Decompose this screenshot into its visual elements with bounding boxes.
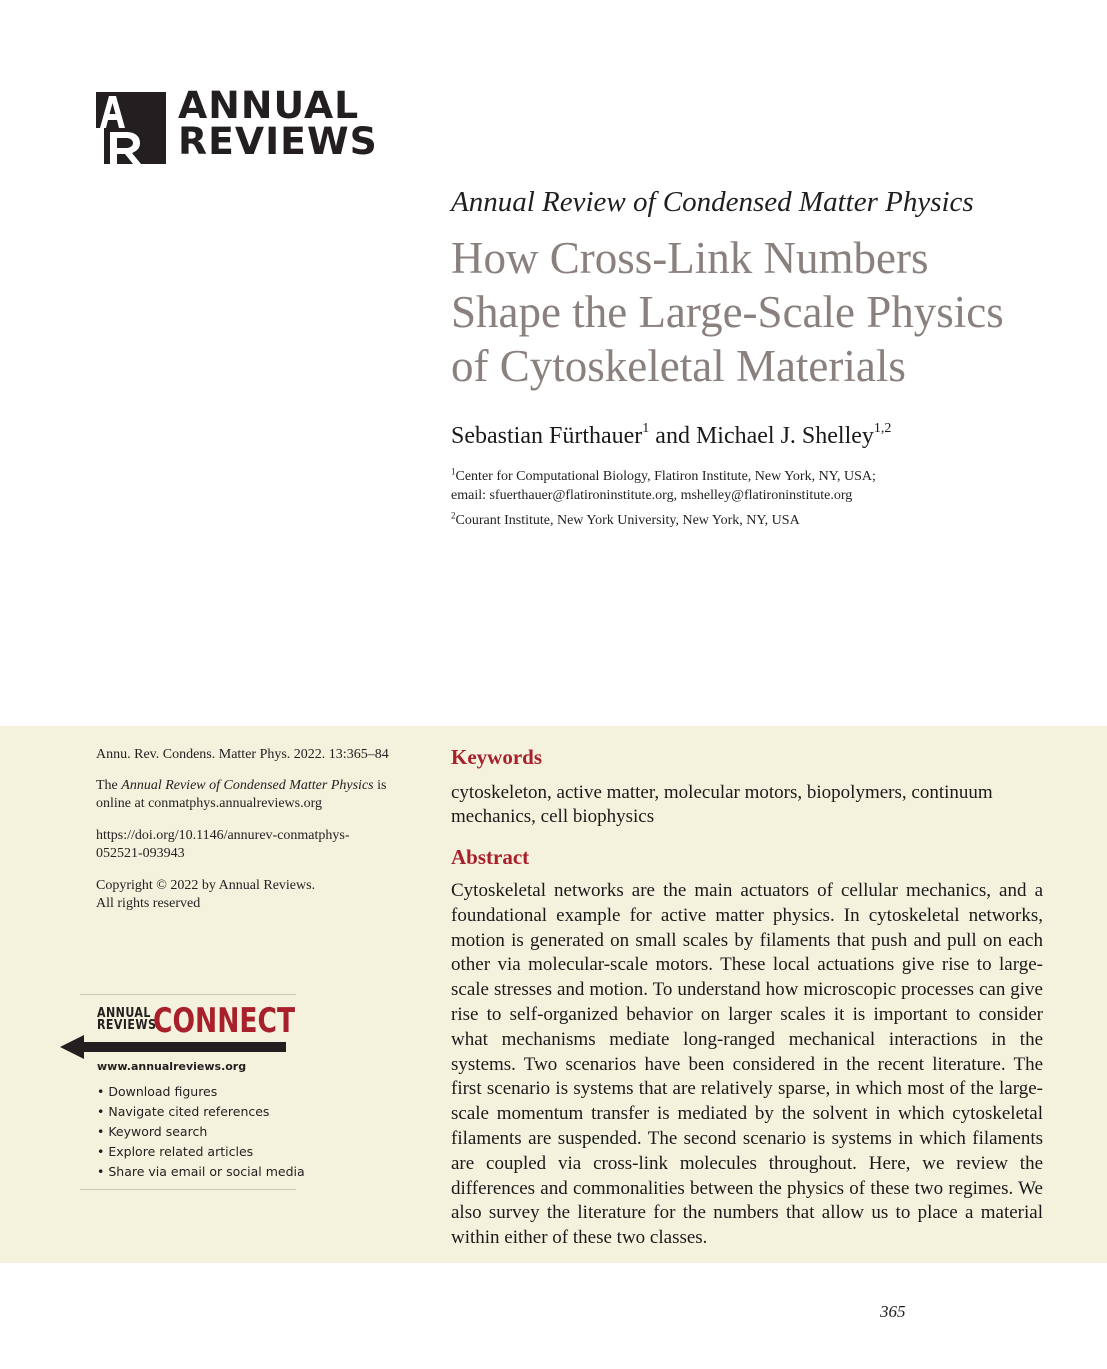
doi-line-2: 052521-093943 (96, 846, 185, 861)
connect-url[interactable]: www.annualreviews.org (97, 1060, 247, 1073)
title-line-3: of Cytoskeletal Materials (451, 341, 906, 391)
author-1-name: Sebastian Fürthauer (451, 423, 643, 449)
annual-reviews-logo (96, 84, 378, 166)
list-item: • Explore related articles (97, 1142, 305, 1162)
doi-link[interactable] (96, 827, 350, 863)
title-line-1: How Cross-Link Numbers (451, 233, 929, 283)
copyright-line-1: Copyright © 2022 by Annual Reviews. (96, 878, 316, 893)
online-url-line: online at conmatphys.annualreviews.org (96, 796, 323, 811)
connect-bottom-rule (80, 1189, 296, 1190)
affiliation-1-line-1: Center for Computational Biology, Flatiron Institute, New York, NY, USA; (455, 469, 876, 484)
title-line-2: Shape the Large-Scale Physics (451, 287, 1004, 337)
author-2-affiliation-mark: 1,2 (873, 421, 892, 436)
affiliation-1 (451, 467, 876, 505)
list-item: • Keyword search (97, 1122, 305, 1142)
annual-reviews-connect-box (60, 994, 305, 1190)
connect-top-rule (80, 994, 296, 995)
connect-title: CONNECT (153, 1001, 296, 1041)
list-item: • Share via email or social media (97, 1162, 305, 1182)
ar-logo-mark-icon (96, 92, 166, 164)
affiliation-2 (451, 511, 800, 530)
left-arrow-icon (60, 1034, 290, 1060)
online-availability (96, 777, 386, 813)
connect-small-line-1: ANNUAL (97, 1006, 151, 1021)
affiliation-1-number: 1 (451, 466, 456, 477)
author-1-affiliation-mark: 1 (642, 421, 650, 436)
abstract-text: Cytoskeletal networks are the main actuators of cellular mechanics, and a foundational example for active matter physics. In cytoskeletal networks, motion is generated on small scales by filaments that push and pull on each other via molecular-scale motors. These local actuations give rise to large-scale stresses and motion. To understand how microscopic processes can give rise to self-organized behavior on larger scales it is important to consider what mechanisms mediate long-ranged mechanical interactions in the systems. Two scenarios have been considered in the recent literature. The first scenario is systems that are relatively sparse, in which most of the large-scale momentum transfer is mediated by the solvent in which cytoskeletal filaments are suspended. The second scenario is systems in which filaments are coupled via cross-link molecules throughout. Here, we review the differences and commonalities between the physics of these two regimes. We also survey the literature for the numbers that allow us to place a material within either of these two classes. (451, 880, 1043, 1249)
affiliation-2-number: 2 (451, 510, 456, 521)
connect-small-line-2: REVIEWS (97, 1018, 157, 1033)
logo-line-1: ANNUAL (178, 84, 360, 127)
online-journal-name: Annual Review of Condensed Matter Physics (121, 778, 374, 793)
connect-small-wordmark (97, 1008, 156, 1032)
logo-line-2: REVIEWS (178, 120, 378, 163)
abstract-heading: Abstract (451, 845, 530, 869)
article-title (451, 231, 1071, 393)
citation-text: Annu. Rev. Condens. Matter Phys. 2022. 13:365–84 (96, 747, 389, 762)
online-pre: The (96, 778, 122, 793)
connect-feature-list (97, 1082, 305, 1182)
affiliation-1-line-2: email: sfuerthauer@flatironinstitute.org, mshelley@flatironinstitute.org (451, 488, 853, 503)
logo-wordmark (178, 84, 378, 163)
keywords-heading: Keywords (451, 745, 542, 769)
doi-line-1: https://doi.org/10.1146/annurev-conmatphys- (96, 828, 350, 843)
page-number: 365 (880, 1302, 906, 1321)
author-list (451, 423, 891, 450)
keywords-text: cytoskeleton, active matter, molecular motors, biopolymers, continuum mechanics, cell biophysics (451, 782, 993, 827)
list-item: • Navigate cited references (97, 1102, 305, 1122)
affiliation-2-line-1: Courant Institute, New York University, New York, NY, USA (455, 513, 800, 528)
journal-name: Annual Review of Condensed Matter Physics (451, 186, 974, 218)
author-conjunction: and (649, 423, 696, 449)
list-item: • Download figures (97, 1082, 305, 1102)
online-post: is (373, 778, 387, 793)
copyright-notice (96, 877, 315, 913)
author-2-name: Michael J. Shelley (695, 423, 874, 449)
copyright-line-2: All rights reserved (96, 896, 201, 911)
